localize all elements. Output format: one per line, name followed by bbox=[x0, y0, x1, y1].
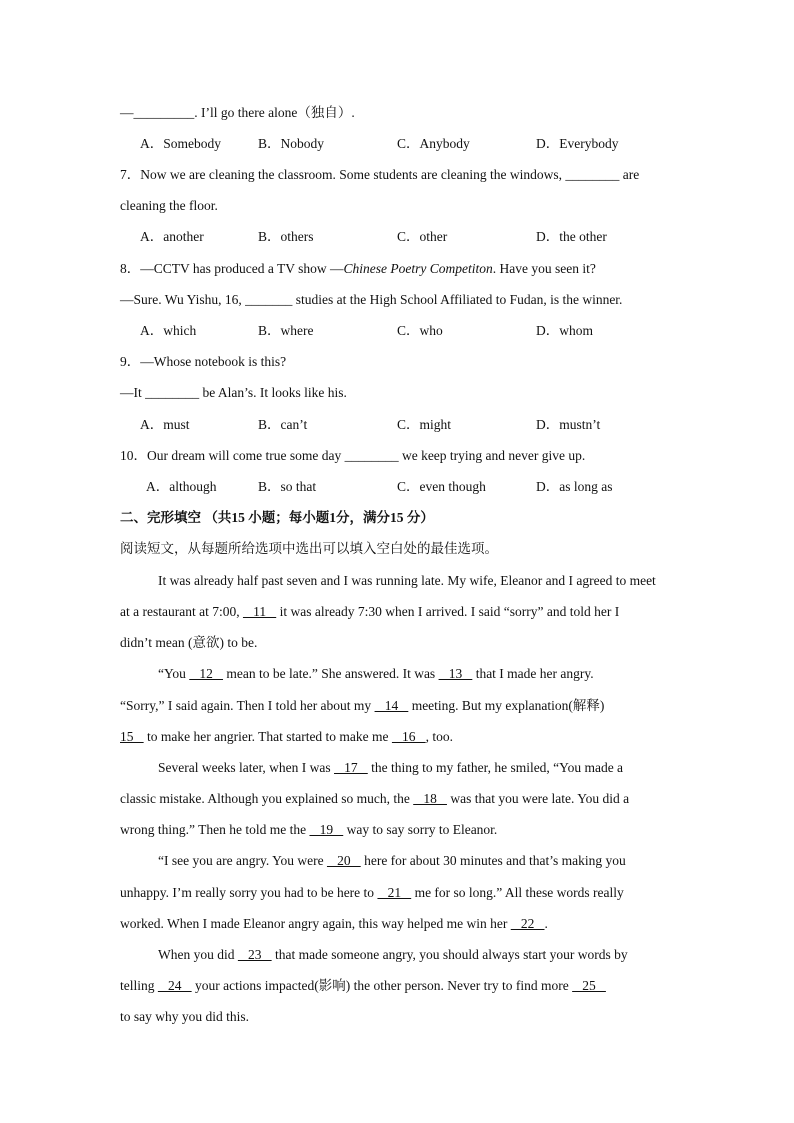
passage-text: worked. When I made Eleanor angry again, this way helped me win her bbox=[120, 916, 508, 931]
q10-text-a: 10．Our dream will come true some day bbox=[120, 448, 342, 463]
passage-line bbox=[120, 884, 624, 902]
passage-line bbox=[120, 977, 606, 995]
q8-option-d[interactable]: D．whom bbox=[536, 323, 593, 338]
passage-text: classic mistake. Although you explained so much, the bbox=[120, 791, 410, 806]
q10-text-b: we keep trying and never give up. bbox=[401, 448, 586, 463]
q7-text-a: 7．Now we are cleaning the classroom. Some students are cleaning the windows, bbox=[120, 167, 563, 182]
q6-option-b[interactable]: B．Nobody bbox=[258, 136, 325, 151]
q9-option-b[interactable]: B．can’t bbox=[258, 417, 308, 432]
passage-text: unhappy. I’m really sorry you had to be here to bbox=[120, 885, 375, 900]
q6-reply-text: . I’ll go there alone（独自）. bbox=[194, 105, 355, 120]
q8-blank: _______ bbox=[245, 292, 293, 307]
section-heading: 二、完形填空 （共15 小题；每小题1分，满分15 分） bbox=[120, 510, 434, 525]
passage-text: that made someone angry, you should always start your words by bbox=[275, 947, 628, 962]
q7-blank: ________ bbox=[565, 167, 620, 182]
q10-option-c[interactable]: C．even though bbox=[397, 479, 486, 494]
q9-option-a[interactable]: A．must bbox=[140, 417, 190, 432]
q8-option-b[interactable]: B．where bbox=[258, 323, 314, 338]
blank-20[interactable]: 20 bbox=[326, 853, 361, 868]
passage-line: didn’t mean (意欲) to be. bbox=[120, 635, 258, 650]
blank-18[interactable]: 18 bbox=[413, 791, 447, 806]
q9-text-a: —It bbox=[120, 385, 142, 400]
passage-line bbox=[120, 790, 629, 808]
q6-reply bbox=[120, 104, 355, 122]
blank-22[interactable]: 22 bbox=[510, 916, 545, 931]
blank-12[interactable]: 12 bbox=[189, 666, 224, 681]
passage-text: “I see you are angry. You were bbox=[158, 853, 324, 868]
passage-line bbox=[158, 665, 594, 683]
q9-stem-line2 bbox=[120, 384, 347, 402]
q6-option-a[interactable]: A．Somebody bbox=[140, 136, 221, 151]
passage-text: me for so long.” All these words really bbox=[414, 885, 624, 900]
passage-text: meeting. But my explanation(解释) bbox=[411, 698, 605, 713]
blank-15[interactable]: 15 bbox=[120, 729, 144, 744]
passage-text: , too. bbox=[425, 729, 454, 744]
passage-line bbox=[158, 852, 626, 870]
q10-blank: ________ bbox=[344, 448, 399, 463]
q9-blank: ________ bbox=[145, 385, 200, 400]
blank-11[interactable]: 11 bbox=[242, 604, 277, 619]
q9-stem: 9．—Whose notebook is this? bbox=[120, 354, 287, 369]
q7-option-d[interactable]: D．the other bbox=[536, 229, 607, 244]
blank-25[interactable]: 25 bbox=[572, 978, 606, 993]
passage-text: your actions impacted(影响) the other person. Never try to find more bbox=[195, 978, 569, 993]
q10-option-b[interactable]: B．so that bbox=[258, 479, 317, 494]
q7-stem-line2: cleaning the floor. bbox=[120, 198, 218, 213]
passage-line: to say why you did this. bbox=[120, 1009, 250, 1024]
q7-option-c[interactable]: C．other bbox=[397, 229, 448, 244]
passage-line bbox=[120, 603, 619, 621]
q10-option-a[interactable]: A．although bbox=[146, 479, 217, 494]
passage-line bbox=[120, 821, 497, 839]
q6-option-c[interactable]: C．Anybody bbox=[397, 136, 470, 151]
q8-text-c: —Sure. Wu Yishu, 16, bbox=[120, 292, 242, 307]
passage-line bbox=[120, 915, 548, 933]
blank-19[interactable]: 19 bbox=[309, 822, 344, 837]
q6-option-d[interactable]: D．Everybody bbox=[536, 136, 619, 151]
q8-option-a[interactable]: A．which bbox=[140, 323, 197, 338]
passage-text: it was already 7:30 when I arrived. I said “sorry” and told her I bbox=[279, 604, 620, 619]
passage-text: mean to be late.” She answered. It was bbox=[226, 666, 436, 681]
q9-text-b: be Alan’s. It looks like his. bbox=[202, 385, 347, 400]
q8-option-c[interactable]: C．who bbox=[397, 323, 443, 338]
passage-text: the thing to my father, he smiled, “You made a bbox=[371, 760, 624, 775]
blank-24[interactable]: 24 bbox=[157, 978, 192, 993]
section-instruction: 阅读短文，从每题所给选项中选出可以填入空白处的最佳选项。 bbox=[120, 541, 498, 556]
passage-text: was that you were late. You did a bbox=[450, 791, 630, 806]
passage-line bbox=[158, 759, 623, 777]
q8-show-title: Chinese Poetry Competiton bbox=[343, 261, 493, 276]
q6-blank: _________ bbox=[133, 105, 195, 120]
passage-line: It was already half past seven and I was running late. My wife, Eleanor and I agreed to meet bbox=[158, 573, 656, 588]
passage-text: telling bbox=[120, 978, 155, 993]
q9-option-c[interactable]: C．might bbox=[397, 417, 452, 432]
blank-13[interactable]: 13 bbox=[438, 666, 473, 681]
passage-text: here for about 30 minutes and that’s making you bbox=[364, 853, 626, 868]
q7-text-b: are bbox=[622, 167, 640, 182]
q7-stem bbox=[120, 166, 639, 184]
q10-stem bbox=[120, 447, 585, 465]
passage-line bbox=[120, 728, 453, 746]
blank-23[interactable]: 23 bbox=[237, 947, 272, 962]
passage-text: way to say sorry to Eleanor. bbox=[346, 822, 498, 837]
passage-text: that I made her angry. bbox=[475, 666, 594, 681]
passage-line bbox=[120, 697, 604, 715]
q8-stem bbox=[120, 260, 596, 278]
blank-14[interactable]: 14 bbox=[374, 698, 409, 713]
passage-line bbox=[158, 946, 628, 964]
q7-option-b[interactable]: B．others bbox=[258, 229, 314, 244]
q8-text-b: . Have you seen it? bbox=[492, 261, 596, 276]
passage-text: When you did bbox=[158, 947, 235, 962]
q6-dash: — bbox=[120, 105, 134, 120]
passage-text: “Sorry,” I said again. Then I told her about my bbox=[120, 698, 372, 713]
q8-text-d: studies at the High School Affiliated to Fudan, is the winner. bbox=[295, 292, 623, 307]
passage-text: to make her angrier. That started to make me bbox=[147, 729, 389, 744]
q8-stem-line2 bbox=[120, 291, 622, 309]
passage-text: at a restaurant at 7:00, bbox=[120, 604, 240, 619]
passage-text: “You bbox=[158, 666, 186, 681]
passage-text: . bbox=[544, 916, 548, 931]
q10-option-d[interactable]: D．as long as bbox=[536, 479, 613, 494]
blank-17[interactable]: 17 bbox=[334, 760, 368, 775]
blank-21[interactable]: 21 bbox=[377, 885, 412, 900]
passage-text: Several weeks later, when I was bbox=[158, 760, 331, 775]
passage-text: wrong thing.” Then he told me the bbox=[120, 822, 307, 837]
q8-text-a: 8．—CCTV has produced a TV show — bbox=[120, 261, 344, 276]
blank-16[interactable]: 16 bbox=[391, 729, 426, 744]
q7-option-a[interactable]: A．another bbox=[140, 229, 204, 244]
q9-option-d[interactable]: D．mustn’t bbox=[536, 417, 601, 432]
